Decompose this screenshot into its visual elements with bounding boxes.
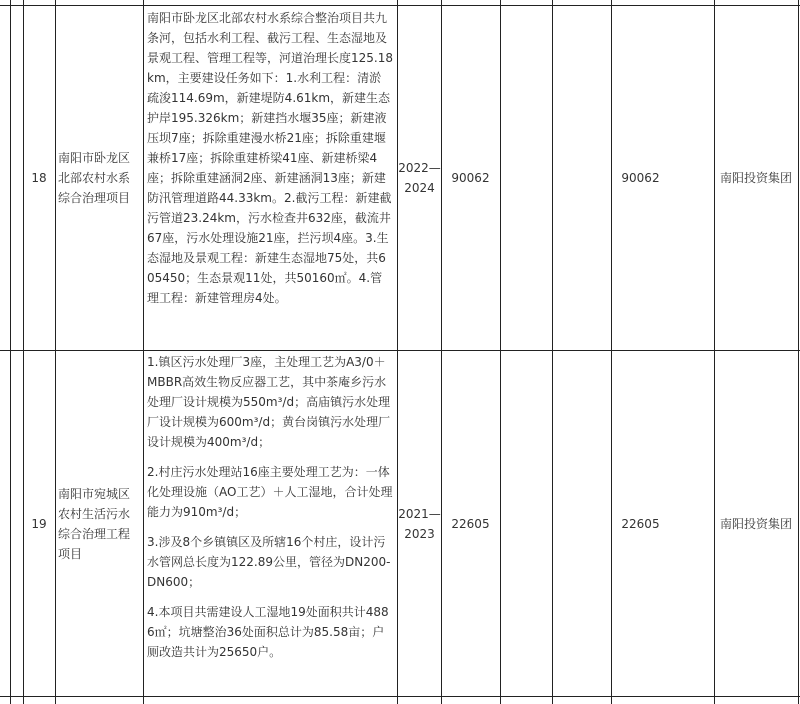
owner-unit-text: 南阳投资集团 xyxy=(719,171,792,185)
total-investment: 90062 xyxy=(451,171,490,185)
project-content xyxy=(147,352,393,695)
content-item: 2.村庄污水处理站16座主要处理工艺为：一体化处理设施（AO工艺）＋人工湿地，合计处理能力为910m³/d； xyxy=(147,465,393,519)
construction-period-text: 2021—2023 xyxy=(398,506,441,541)
grid-line xyxy=(55,0,56,704)
project-content: 南阳市卧龙区北部农村水系综合整治项目共九条河，包括水利工程、截污工程、生态湿地及景观工程、管理工程等，河道治理长度125.18km，主要建设任务如下：1.水利工程：清淤疏浚114.69m，新建堤防4.61km，新建生态护岸195.326km；新建挡水堰35座；新建液压坝7座；拆除重建漫水桥21座；拆除重建堰兼桥17座；拆除重建桥梁41座、新建桥梁4座；拆除重建涵洞2座、新建涵洞13座；新建防汛管理道路44.33km。2.截污工程：新建截污管道23.24km，污水检查井632座，截流井67座，污水处理设施21座，拦污坝4座。3.生态湿地及景观工程：新建生态湿地75处，共605450；生态景观11处，共50160㎡。4.管理工程：新建管理房4处。 xyxy=(147,11,393,305)
grid-line xyxy=(10,0,11,704)
grid-line xyxy=(0,696,800,697)
content-item: 1.镇区污水处理厂3座，主处理工艺为A3/0＋MBBR高效生物反应器工艺，其中茶庵乡污水处理厂设计规模为550m³/d；高庙镇污水处理厂设计规模为600m³/d；黄台岗镇污水处理厂设计规模为400m³/d； xyxy=(147,355,391,449)
investment-amount: 22605 xyxy=(621,516,660,531)
owner-unit xyxy=(718,351,794,696)
owner-unit-text: 南阳投资集团 xyxy=(719,516,792,531)
project-name-text: 南阳市宛城区农村生活污水综合治理工程项目 xyxy=(58,486,131,561)
project-name xyxy=(58,351,141,696)
content-item: 4.本项目共需建设人工湿地19处面积共计4886㎡；坑塘整治36处面积总计为85.58亩；户厕改造共计为25650户。 xyxy=(147,605,389,659)
grid-line xyxy=(714,0,715,704)
grid-line xyxy=(798,0,799,704)
construction-period-text: 2022—2024 xyxy=(398,161,441,195)
investment-amount: 90062 xyxy=(621,171,660,185)
grid-line xyxy=(143,0,144,704)
row-number: 18 xyxy=(31,171,47,185)
grid-line xyxy=(552,0,553,704)
construction-period xyxy=(398,6,441,350)
total-investment: 22605 xyxy=(451,516,490,531)
project-name xyxy=(58,6,141,350)
owner-unit xyxy=(718,6,794,350)
construction-period xyxy=(398,351,441,696)
project-name-text: 南阳市卧龙区北部农村水系综合治理项目 xyxy=(58,151,131,205)
content-item: 3.涉及8个乡镇镇区及所辖16个村庄，设计污水管网总长度为122.89公里，管径为DN200-DN600； xyxy=(147,535,391,589)
row-number: 19 xyxy=(31,516,47,531)
grid-line xyxy=(500,0,501,704)
